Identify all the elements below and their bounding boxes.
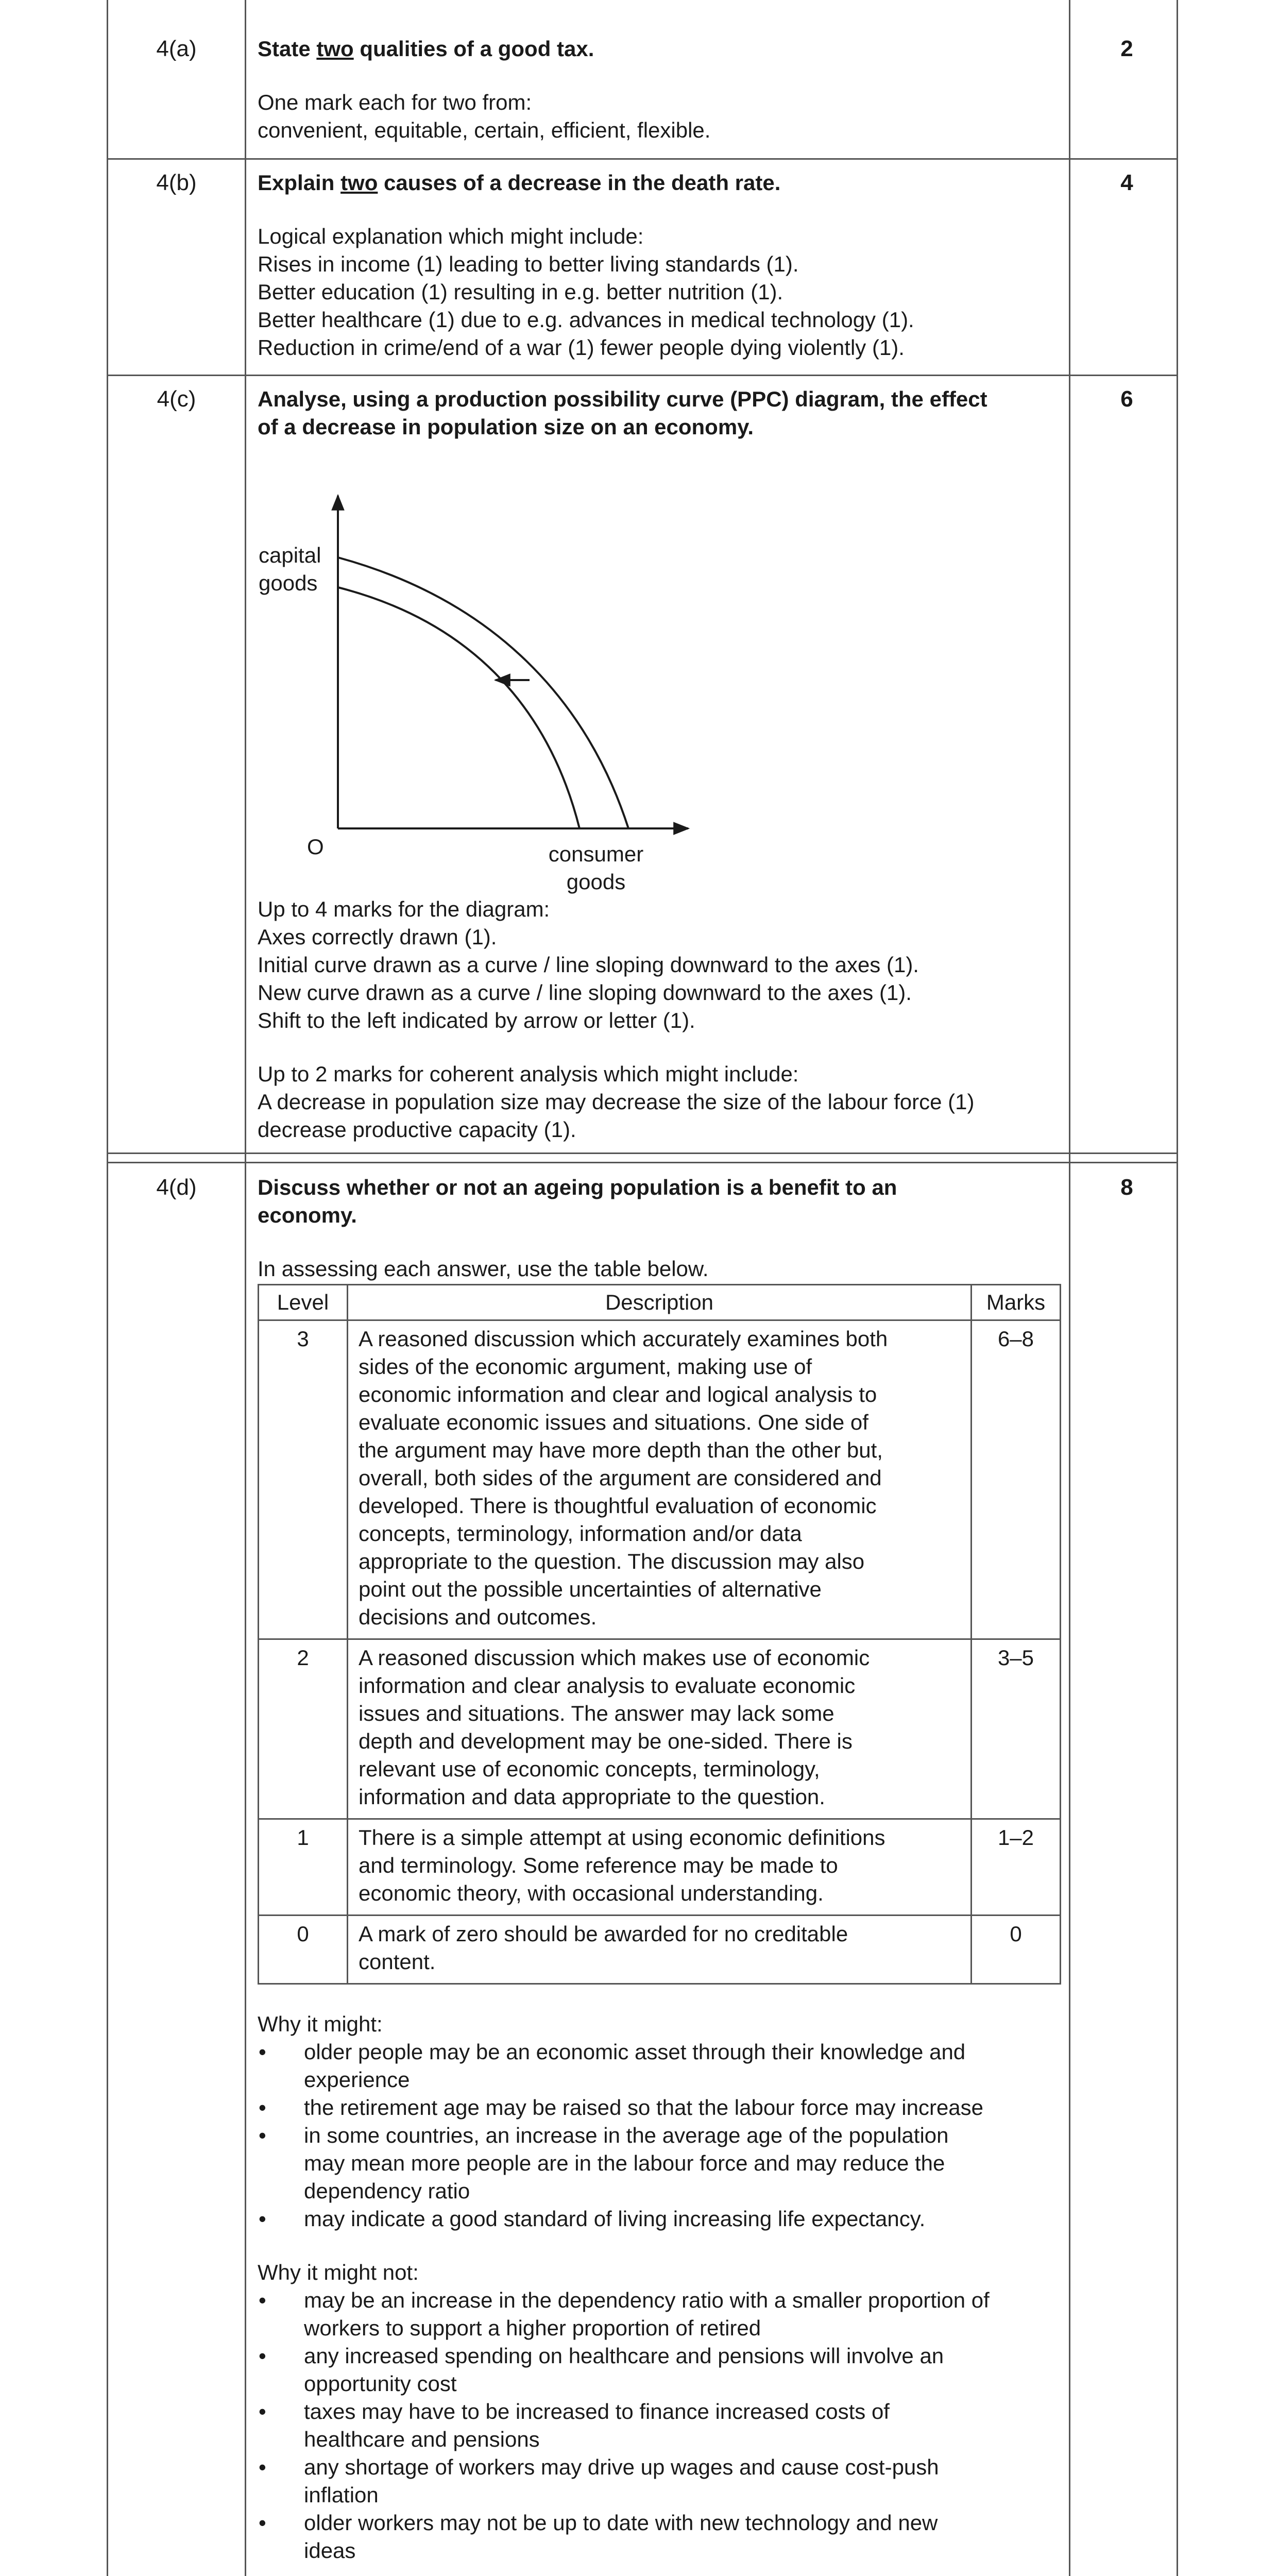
answer-line: Up to 4 marks for the diagram: (258, 897, 550, 921)
y-axis-label: goods (259, 571, 318, 595)
question-marks: 8 (1120, 1175, 1133, 1200)
list-item (304, 2094, 1061, 2122)
description-line: appropriate to the question. The discussion may also (359, 1549, 865, 1573)
description-line: information and data appropriate to the question. (359, 1785, 825, 1809)
description-line: A reasoned discussion which accurately examines both (359, 1327, 888, 1351)
list-item-line: • in some countries, an increase in the average age of the population (304, 2123, 949, 2147)
question-marks: 4 (1120, 170, 1133, 195)
description-cell (348, 1320, 972, 1639)
list-item (304, 2509, 1061, 2565)
initial-ppc-curve (338, 557, 628, 828)
marks-cell: 3–5 (972, 1639, 1061, 1819)
description-line: relevant use of economic concepts, terminology, (359, 1757, 820, 1781)
list-item (304, 2038, 1061, 2094)
answer-line: Logical explanation which might include: (258, 224, 644, 248)
section-heading: Why it might: (258, 2012, 383, 2036)
list-item-line: • older workers may not be up to date with new technology and new (304, 2511, 938, 2535)
list-item-line: • taxes may have to be increased to finance increased costs of (304, 2399, 890, 2424)
column-divider (1069, 0, 1070, 2576)
answer-4c (258, 385, 1061, 441)
marks-cell: 6–8 (972, 1320, 1061, 1639)
row-divider (108, 375, 1177, 376)
instruction-text: In assessing each answer, use the table below. (258, 1257, 709, 1281)
table-row (259, 1819, 1061, 1916)
y-axis-label: capital (259, 543, 321, 567)
question-marks: 6 (1120, 386, 1133, 412)
answer-line: Reduction in crime/end of a war (1) fewer people dying violently (1). (258, 335, 905, 360)
level-cell: 2 (259, 1639, 348, 1819)
list-item-line: experience (304, 2067, 410, 2092)
section-heading: Why it might not: (258, 2260, 419, 2284)
list-item (304, 2453, 1061, 2509)
description-cell (348, 1639, 972, 1819)
list-item-line: ideas (304, 2538, 356, 2563)
description-line: developed. There is thoughtful evaluation of economic (359, 1494, 877, 1518)
question-number: 4(c) (157, 386, 196, 412)
description-cell (348, 1819, 972, 1916)
list-item-line: • any increased spending on healthcare and pensions will involve an (304, 2344, 944, 2368)
list-item-line: workers to support a higher proportion of retired (304, 2316, 761, 2340)
marks-cell: 0 (972, 1916, 1061, 1984)
list-item-line: • any shortage of workers may drive up wages and cause cost-push (304, 2455, 939, 2479)
why-might-list (258, 2038, 1061, 2233)
list-item-line: may mean more people are in the labour force and may reduce the (304, 2151, 945, 2175)
answer-line: Shift to the left indicated by arrow or letter (1). (258, 1008, 695, 1032)
answer-line: Rises in income (1) leading to better living standards (1). (258, 252, 799, 276)
description-line: overall, both sides of the argument are considered and (359, 1466, 882, 1490)
list-item-line: inflation (304, 2483, 379, 2507)
answer-line: A decrease in population size may decrease the size of the labour force (1) (258, 1090, 975, 1114)
description-line: There is a simple attempt at using economic definitions (359, 1825, 885, 1850)
answer-4a (258, 35, 1061, 144)
question-number: 4(b) (156, 170, 197, 195)
answer-line: decrease productive capacity (1). (258, 1117, 576, 1142)
list-item-line: • may indicate a good standard of living increasing life expectancy. (304, 2207, 926, 2231)
level-descriptor-table (258, 1284, 1061, 1985)
table-row (259, 1916, 1061, 1984)
answer-line: New curve drawn as a curve / line sloping downward to the axes (1). (258, 980, 912, 1005)
description-cell (348, 1916, 972, 1984)
question-text: Discuss whether or not an ageing population is a benefit to an (258, 1175, 897, 1199)
ppc-diagram (247, 484, 865, 896)
description-line: A reasoned discussion which makes use of economic (359, 1646, 870, 1670)
origin-label: O (307, 835, 324, 859)
why-not-list (258, 2286, 1061, 2565)
question-text: State two qualities of a good tax. (258, 37, 594, 61)
question-marks: 2 (1120, 36, 1133, 61)
list-item (304, 2342, 1061, 2398)
question-number: 4(a) (156, 36, 197, 61)
table-row (259, 1320, 1061, 1639)
answer-4d (258, 1174, 1061, 2565)
answer-line: Initial curve drawn as a curve / line sloping downward to the axes (1). (258, 953, 919, 977)
description-line: decisions and outcomes. (359, 1605, 597, 1629)
list-item-line: opportunity cost (304, 2371, 457, 2396)
list-item (304, 2398, 1061, 2453)
marks-cell: 1–2 (972, 1819, 1061, 1916)
description-line: sides of the economic argument, making use of (359, 1354, 812, 1379)
table-header: Level (259, 1285, 348, 1320)
level-cell: 1 (259, 1819, 348, 1916)
answer-line: Axes correctly drawn (1). (258, 925, 497, 949)
description-line: information and clear analysis to evaluate economic (359, 1673, 856, 1698)
description-line: the argument may have more depth than the other but, (359, 1438, 883, 1462)
description-line: evaluate economic issues and situations. One side of (359, 1410, 868, 1434)
list-item (304, 2286, 1061, 2342)
answer-4c-marking (258, 895, 1061, 1144)
row-divider (108, 158, 1177, 160)
row-divider (108, 1162, 1177, 1163)
list-item-line: healthcare and pensions (304, 2427, 540, 2451)
answer-line: convenient, equitable, certain, efficient, flexible. (258, 118, 711, 142)
new-ppc-curve (338, 587, 580, 828)
list-item-line: • may be an increase in the dependency ratio with a smaller proportion of (304, 2288, 990, 2312)
answer-line: Up to 2 marks for coherent analysis which might include: (258, 1062, 799, 1086)
question-text: economy. (258, 1203, 357, 1227)
x-axis-label: consumer (548, 842, 644, 866)
level-cell: 0 (259, 1916, 348, 1984)
question-number: 4(d) (156, 1175, 197, 1200)
list-item-line: • the retirement age may be raised so that the labour force may increase (304, 2095, 984, 2120)
description-line: depth and development may be one-sided. There is (359, 1729, 853, 1753)
answer-4b (258, 169, 1061, 362)
column-divider (245, 0, 246, 2576)
list-item-line: dependency ratio (304, 2179, 470, 2203)
description-line: issues and situations. The answer may lack some (359, 1701, 834, 1725)
answer-line: Better education (1) resulting in e.g. better nutrition (1). (258, 280, 783, 304)
list-item-line: • older people may be an economic asset through their knowledge and (304, 2040, 966, 2064)
description-line: point out the possible uncertainties of alternative (359, 1577, 822, 1601)
level-cell: 3 (259, 1320, 348, 1639)
description-line: economic information and clear and logical analysis to (359, 1382, 877, 1406)
answer-line: One mark each for two from: (258, 90, 532, 114)
description-line: concepts, terminology, information and/or data (359, 1521, 802, 1546)
mark-scheme-table (107, 0, 1178, 2576)
list-item (304, 2122, 1061, 2205)
description-line: and terminology. Some reference may be made to (359, 1853, 838, 1877)
row-divider (108, 1153, 1177, 1154)
description-line: economic theory, with occasional understanding. (359, 1881, 824, 1905)
table-header: Marks (972, 1285, 1061, 1320)
question-text: Analyse, using a production possibility curve (PPC) diagram, the effect (258, 387, 987, 411)
table-header: Description (348, 1285, 972, 1320)
x-axis-label: goods (566, 870, 626, 894)
list-item (304, 2205, 1061, 2233)
answer-line: Better healthcare (1) due to e.g. advances in medical technology (1). (258, 308, 914, 332)
question-text: of a decrease in population size on an economy. (258, 415, 754, 439)
table-header-row (259, 1285, 1061, 1320)
description-line: content. (359, 1950, 436, 1974)
description-line: A mark of zero should be awarded for no creditable (359, 1922, 848, 1946)
table-row (259, 1639, 1061, 1819)
question-text: Explain two causes of a decrease in the death rate. (258, 171, 781, 195)
